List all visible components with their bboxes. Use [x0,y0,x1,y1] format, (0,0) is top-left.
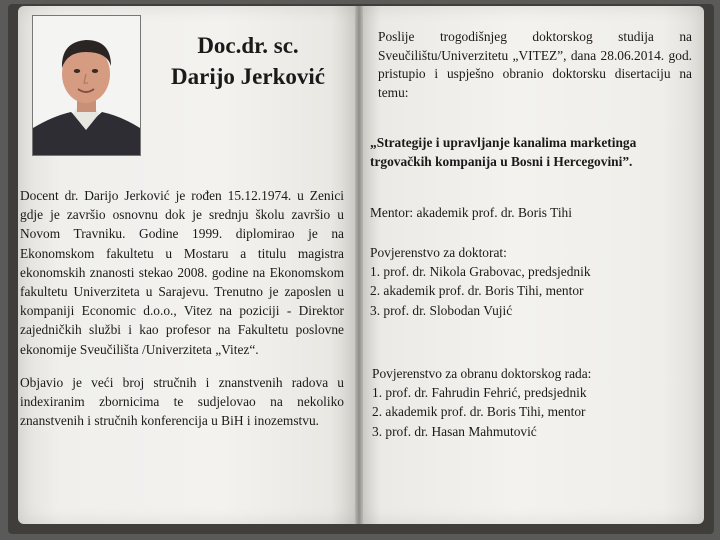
committee-title: Povjerenstvo za doktorat: [370,245,507,260]
portrait-photo [32,15,141,156]
name-line-1: Doc.dr. sc. [197,33,299,58]
portrait-icon [33,16,140,155]
book-spine [355,6,363,524]
bio-paragraph-1: Docent dr. Darijo Jerković je rođen 15.12.1974. u Zenici gdje je završio osnovnu dok je srednju školu završio u Novom Travniku. Godine 1999. diplomirao je na Ekonomskom fakultetu u Mostaru a titulu magistra ekonomskih znanosti stekao 2008. godine na Ekonomskom fakultetu Univerziteta u Sarajevu. Trenutno je zaposlen u kompaniji Economic d.o.o., Vitez na poziciji - Direktor zajedničkih službi i kao profesor na Fakultetu poslovne ekonomije Sveučilišta /Univerziteta „Vitez“. [20,188,344,357]
defense-member: 3. prof. dr. Hasan Mahmutović [372,423,537,439]
committee-member: 2. akademik prof. dr. Boris Tihi, mentor [370,283,584,299]
thesis-title: „Strategije i upravljanje kanalima marketinga trgovačkih kompanija u Bosni i Hercegovini”. [370,135,637,169]
defense-title: Povjerenstvo za obranu doktorskog rada: [372,366,592,381]
biography [20,186,344,430]
defense-member: 1. prof. dr. Fahrudin Fehrić, predsjednik [372,385,587,401]
doctorate-intro: Poslije trogodišnjeg doktorskog studija na Sveučilištu/Univerzitetu „VITEZ”, dana 28.06.2014. god. pristupio i uspješno obranio doktorsku disertaciju na temu: [378,29,692,100]
committee-member: 3. prof. dr. Slobodan Vujić [370,302,513,318]
doctorate-committee [370,243,591,320]
mentor: Mentor: akademik prof. dr. Boris Tihi [370,205,572,220]
bio-paragraph-2: Objavio je veći broj stručnih i znanstvenih radova u indexiranim zbornicima te sudjelovao na nekoliko znanstvenih i stručnih konferencija u BiH i inozemstvu. [20,374,344,429]
defense-committee [372,364,591,441]
name-line-2: Darijo Jerković [171,64,325,89]
person-name [150,30,346,92]
defense-member: 2. akademik prof. dr. Boris Tihi, mentor [372,404,586,420]
committee-member: 1. prof. dr. Nikola Grabovac, predsjednik [370,264,591,280]
